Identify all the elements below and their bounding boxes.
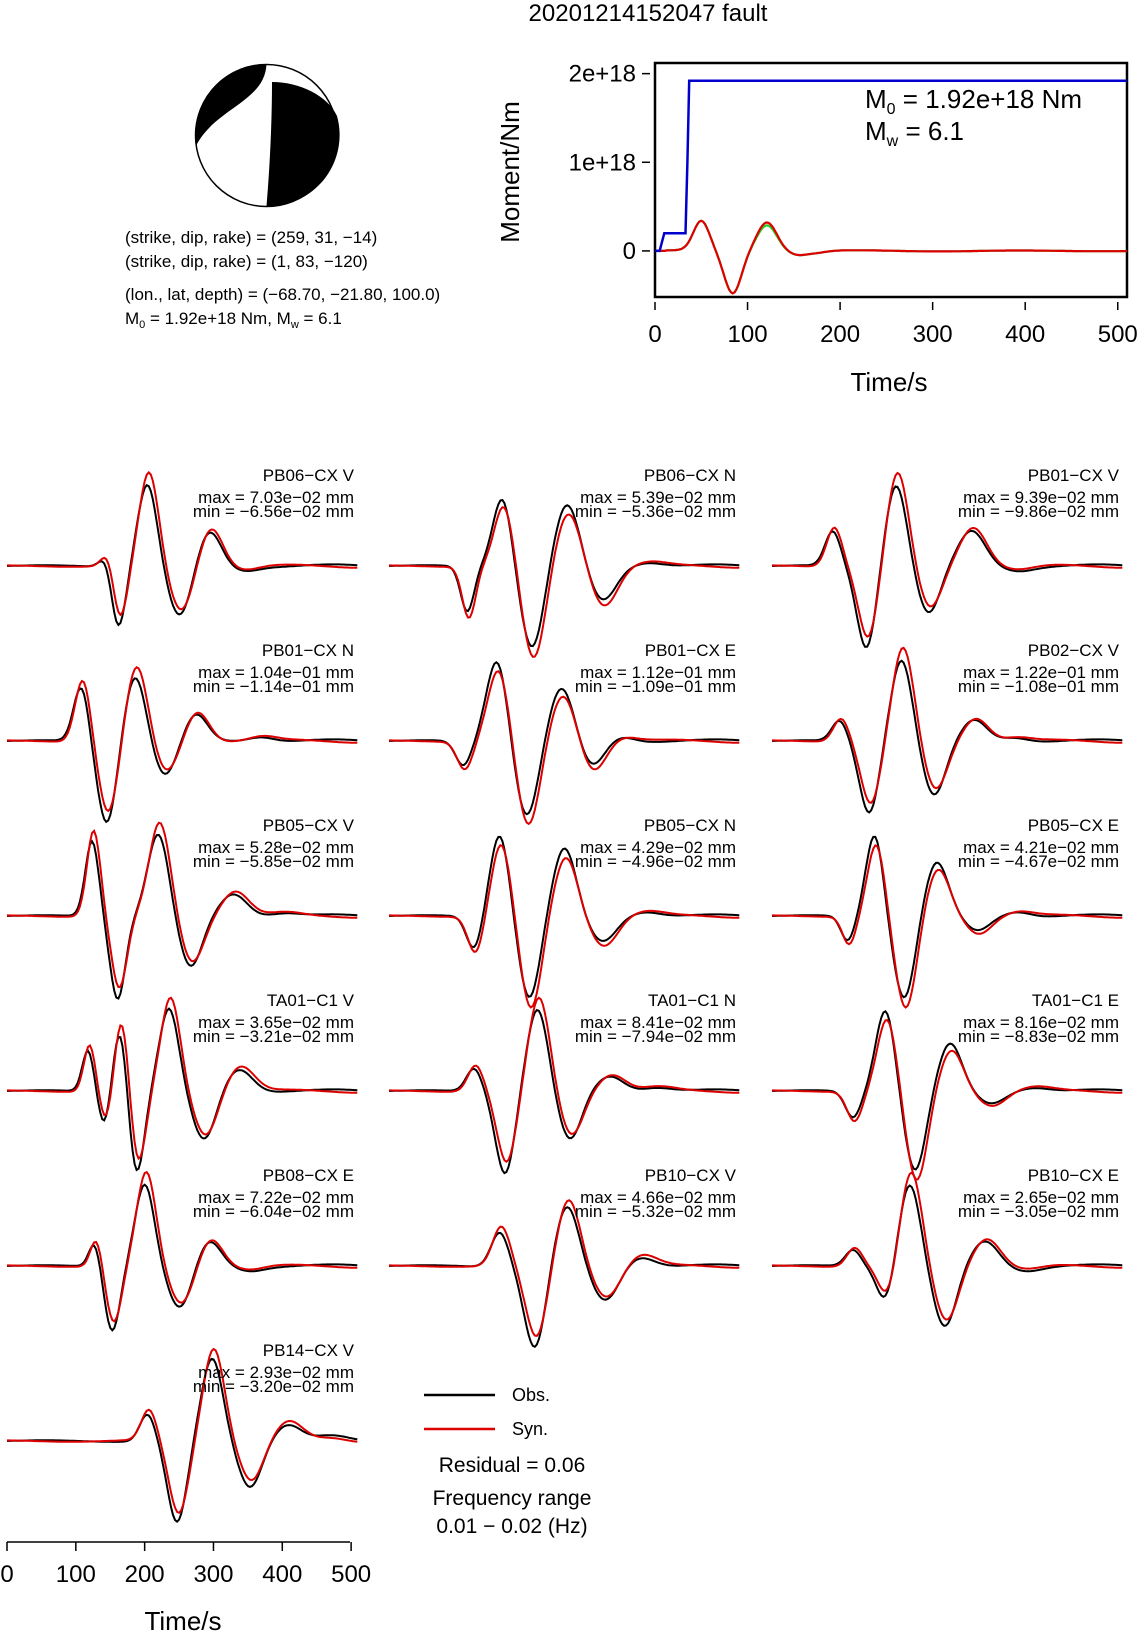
trace-station-label: PB01−CX V <box>1027 466 1119 485</box>
figure-title: 20201214152047 fault <box>528 0 768 27</box>
moment-x-tick-label: 500 <box>1097 321 1138 348</box>
observed-waveform <box>389 500 739 646</box>
trace-station-label: PB01−CX N <box>261 641 354 660</box>
trace-station-label: PB10−CX E <box>1027 1166 1119 1185</box>
trace-min-label: min = −5.32e−02 mm <box>574 1202 736 1221</box>
trace-station-label: PB08−CX E <box>262 1166 354 1185</box>
waveform-xlabel: Time/s <box>144 1606 222 1636</box>
trace-min-label: min = −6.04e−02 mm <box>192 1202 354 1221</box>
trace-max-label: max = 8.41e−02 mm <box>580 1013 736 1032</box>
trace-panel <box>7 1166 357 1330</box>
trace-panel <box>7 466 357 625</box>
trace-max-label: max = 7.22e−02 mm <box>198 1188 354 1207</box>
trace-max-label: max = 2.93e−02 mm <box>198 1363 354 1382</box>
trace-station-label: TA01−C1 E <box>1031 991 1119 1010</box>
trace-min-label: min = −8.83e−02 mm <box>957 1027 1119 1046</box>
trace-panel <box>389 991 739 1173</box>
trace-panel <box>772 1166 1122 1326</box>
moment-rate-red-line <box>655 221 1127 293</box>
residual-text: Residual = 0.06 <box>438 1454 586 1477</box>
moment-x-tick-label: 300 <box>912 321 953 348</box>
trace-station-label: PB02−CX V <box>1027 641 1119 660</box>
synthetic-waveform <box>389 507 739 657</box>
location-depth: (lon., lat, depth) = (−68.70, −21.80, 100.0) <box>125 285 441 304</box>
waveform-x-tick-label: 400 <box>262 1561 303 1588</box>
trace-station-label: PB05−CX N <box>643 816 736 835</box>
trace-station-label: PB05−CX E <box>1027 816 1119 835</box>
trace-panel <box>389 641 739 824</box>
trace-min-label: min = −7.94e−02 mm <box>574 1027 736 1046</box>
waveform-x-tick-label: 300 <box>193 1561 234 1588</box>
trace-min-label: min = −5.85e−02 mm <box>192 852 354 871</box>
moment-magnitude-info: $M_0 = 1.92e+18$ Nm, $M_w = 6.1$ <box>125 309 342 331</box>
trace-station-label: PB14−CX V <box>262 1341 354 1360</box>
trace-max-label: max = 7.03e−02 mm <box>198 488 354 507</box>
trace-panel <box>389 466 739 657</box>
moment-ylabel: Moment/Nm <box>495 101 525 243</box>
trace-max-label: max = 3.65e−02 mm <box>198 1013 354 1032</box>
moment-y-tick-label: 2e+18 <box>568 60 636 88</box>
focal-plane-1: (strike, dip, rake) = (259, 31, −14) <box>125 228 378 247</box>
moment-mw-annotation: $M_w = 6.1$ <box>865 116 965 150</box>
trace-max-label: max = 1.22e−01 mm <box>963 663 1119 682</box>
moment-x-tick-label: 400 <box>1005 321 1046 348</box>
legend-syn-label: Syn. <box>512 1419 549 1439</box>
trace-station-label: PB10−CX V <box>644 1166 736 1185</box>
trace-max-label: max = 8.16e−02 mm <box>963 1013 1119 1032</box>
trace-panel <box>389 1166 739 1347</box>
trace-max-label: max = 4.29e−02 mm <box>580 838 736 857</box>
waveform-x-tick-label: 100 <box>55 1561 96 1588</box>
trace-station-label: PB01−CX E <box>644 641 736 660</box>
trace-panel <box>7 1341 357 1522</box>
trace-max-label: max = 1.12e−01 mm <box>580 663 736 682</box>
trace-min-label: min = −1.14e−01 mm <box>192 677 354 696</box>
legend-obs-label: Obs. <box>512 1385 551 1405</box>
trace-panel <box>7 641 357 822</box>
moment-x-tick-label: 100 <box>727 321 768 348</box>
moment-y-tick-label: 0 <box>622 237 636 265</box>
waveform-x-tick-label: 500 <box>331 1561 372 1588</box>
moment-x-tick-label: 0 <box>648 321 662 348</box>
observed-waveform <box>389 1207 739 1347</box>
trace-panel <box>7 991 357 1170</box>
moment-xlabel: Time/s <box>850 367 928 397</box>
trace-min-label: min = −6.56e−02 mm <box>192 502 354 521</box>
trace-max-label: max = 2.65e−02 mm <box>963 1188 1119 1207</box>
moment-m0-annotation: $M_0 = 1.92e+18$ Nm <box>865 84 1083 118</box>
trace-min-label: min = −3.05e−02 mm <box>957 1202 1119 1221</box>
trace-panel <box>772 991 1122 1179</box>
waveform-x-tick-label: 0 <box>0 1561 14 1588</box>
trace-max-label: max = 4.21e−02 mm <box>963 838 1119 857</box>
trace-max-label: max = 1.04e−01 mm <box>198 663 354 682</box>
trace-min-label: min = −3.21e−02 mm <box>192 1027 354 1046</box>
trace-panel <box>772 466 1122 647</box>
trace-min-label: min = −1.08e−01 mm <box>957 677 1119 696</box>
trace-min-label: min = −4.96e−02 mm <box>574 852 736 871</box>
moment-y-tick-label: 1e+18 <box>568 149 636 177</box>
trace-panel <box>7 816 357 999</box>
trace-min-label: min = −5.36e−02 mm <box>574 502 736 521</box>
legend <box>424 1385 550 1439</box>
trace-panel <box>772 641 1122 812</box>
trace-max-label: max = 4.66e−02 mm <box>580 1188 736 1207</box>
waveform-x-tick-label: 200 <box>124 1561 165 1588</box>
trace-min-label: min = −1.09e−01 mm <box>574 677 736 696</box>
trace-panel <box>772 816 1122 1008</box>
trace-max-label: max = 5.28e−02 mm <box>198 838 354 857</box>
frequency-range-value: 0.01 − 0.02 (Hz) <box>436 1515 588 1538</box>
trace-max-label: max = 5.39e−02 mm <box>580 488 736 507</box>
focal-plane-2: (strike, dip, rake) = (1, 83, −120) <box>125 252 368 271</box>
beachball-icon <box>188 64 340 207</box>
observed-waveform <box>7 678 357 822</box>
trace-station-label: TA01−C1 N <box>647 991 736 1010</box>
trace-station-label: PB06−CX N <box>643 466 736 485</box>
trace-min-label: min = −9.86e−02 mm <box>957 502 1119 521</box>
waveform-grid <box>7 466 1122 1522</box>
trace-station-label: PB05−CX V <box>262 816 354 835</box>
trace-min-label: min = −3.20e−02 mm <box>192 1377 354 1396</box>
trace-min-label: min = −4.67e−02 mm <box>957 852 1119 871</box>
trace-panel <box>389 816 739 1007</box>
waveform-x-axis <box>0 1542 371 1588</box>
frequency-range-title: Frequency range <box>432 1487 592 1510</box>
moment-x-tick-label: 200 <box>820 321 861 348</box>
trace-station-label: TA01−C1 V <box>266 991 354 1010</box>
trace-station-label: PB06−CX V <box>262 466 354 485</box>
trace-max-label: max = 9.39e−02 mm <box>963 488 1119 507</box>
